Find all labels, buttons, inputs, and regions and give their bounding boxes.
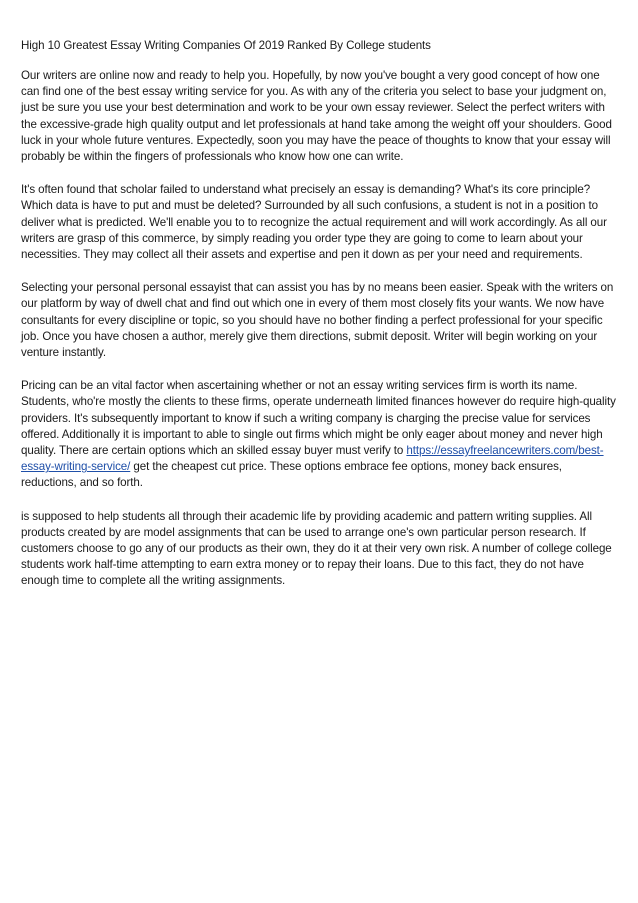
essay-service-link[interactable]: https://essayfreelancewriters.com/best-essay-writing-service/ [21, 444, 604, 474]
pricing-text-after-link: get the cheapest cut price. These options embrace fee options, money back ensures, reductions, and so forth. [21, 460, 562, 490]
paragraph-closing: is supposed to help students all through their academic life by providing academic and pattern writing supplies. All products created by are model assignments that can be used to arrange one's own particular person research. If customers choose to go any of our products as their own, they do it at their very own risk. A number of college college students work half-time attempting to earn extra money or to repay their loans. Due to this fact, they do not have enough time to complete all the writing assignments. [21, 509, 612, 588]
paragraph-writers-online: Our writers are online now and ready to help you. Hopefully, by now you've bought a very good concept of how one can find one of the best essay writing service for you. As with any of the criteria you select to base your judgment on, just be sure you use your best determination and work to be your own essay reviewer. Select the perfect writers with the excessive-grade high quality output and let professionals at hand take among the weight off your shoulders. Good luck in your whole future ventures. Expectedly, soon you may have the peace of thoughts to know that your essay will probably be within the fingers of professionals who know how one can write. [21, 69, 612, 164]
pricing-text-before-link: Pricing can be an vital factor when ascertaining whether or not an essay writing services firm is worth its name. Students, who're mostly the clients to these firms, operate underneath limited finances however do require high-quality providers. It's subsequently important to know if such a writing company is charging the precise value for services offered. Additionally it is important to able to single out firms which might be only eager about money and never high quality. There are certain options which an skilled essay buyer must verify to [21, 379, 616, 458]
page-title: High 10 Greatest Essay Writing Companies Of 2019 Ranked By College students [21, 39, 431, 52]
paragraph-pricing [21, 378, 617, 491]
paragraph-essay-demands: It's often found that scholar failed to understand what precisely an essay is demanding? What's its core principle? Which data is have to put and must be deleted? Surrounded by all such confusions, a student is not in a position to deliver what is predicted. We'll enable you to to recognize the actual requirement and will work accordingly. As all our writers are grasp of this commerce, by simply reading you order type they are going to come to learn about your necessities. They may collect all their assets and expertise and pen it down as per your need and requirements. [21, 183, 607, 262]
paragraph-choose-essayist: Selecting your personal personal essayist that can assist you has by no means been easier. Speak with the writers on our platform by way of dwell chat and find out which one in every of them most closely fits your wants. We now have consultants for every discipline or topic, so you should have no bother finding a perfect professional for your specific job. Once you have chosen a author, merely give them directions, submit deposit. Writer will begin working on your venture instantly. [21, 281, 614, 360]
document-page [21, 38, 617, 607]
